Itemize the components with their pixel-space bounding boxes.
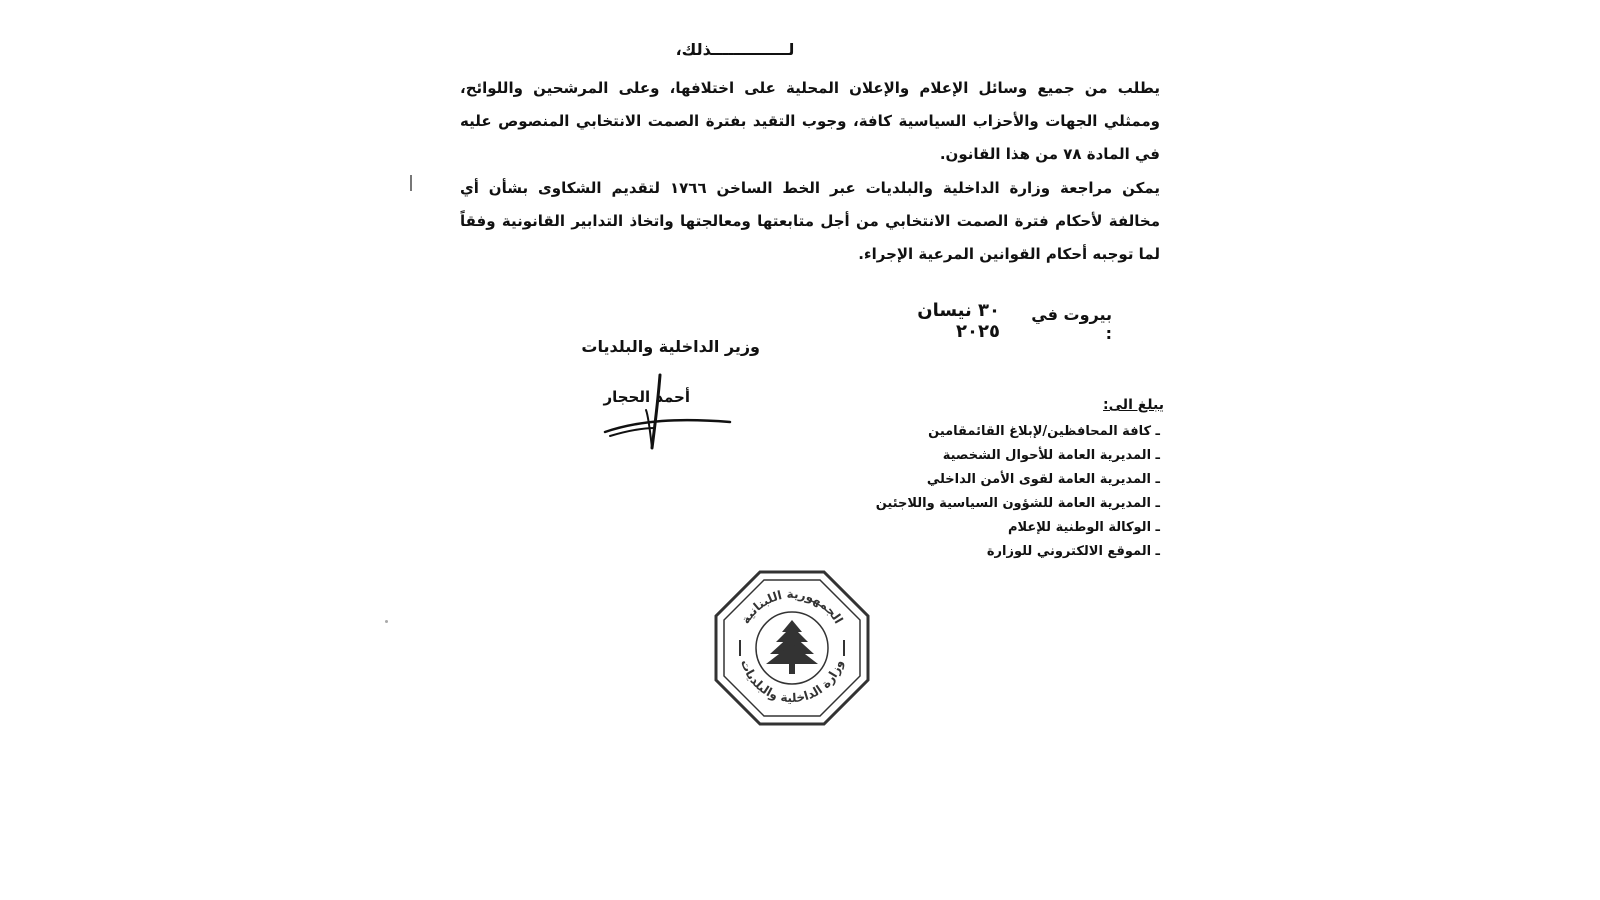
distribution-item: ـ كافة المحافظين/لإبلاغ القائمقامين	[928, 424, 1160, 439]
distribution-item: ـ المديرية العامة للأحوال الشخصية	[942, 448, 1160, 463]
distribution-label: يبلغ الى:	[1103, 397, 1164, 413]
seal-bottom-text: وزارة الداخلية والبلديات	[738, 657, 846, 706]
signature	[600, 370, 760, 460]
distribution-item: ـ الموقع الالكتروني للوزارة	[986, 544, 1160, 559]
minister-title: وزير الداخلية والبلديات	[581, 337, 760, 356]
document-heading: لــــــــــــــذلك،	[675, 40, 795, 59]
cedar-tree-icon	[766, 620, 818, 674]
scan-mark	[410, 175, 415, 191]
paragraph-hotline-notice: يمكن مراجعة وزارة الداخلية والبلديات عبر الخط الساخن ١٧٦٦ لتقديم الشكاوى بشأن أي مخالفة لأحكام فترة الصمت الانتخابي من أجل متابعتها ومعالجتها واتخاذ التدابير القانونية وفقاً لما توجبه أحكام القوانين المرعية الإجراء.	[460, 179, 1161, 263]
seal-top-text: الجمهورية اللبنانية	[738, 586, 846, 627]
distribution-item: ـ المديرية العامة للشؤون السياسية واللاجئين	[875, 496, 1160, 511]
paragraph-media-notice: يطلب من جميع وسائل الإعلام والإعلان المحلية على اختلافها، وعلى المرشحين واللوائح، وممثلي الجهات والأحزاب السياسية كافة، وجوب التقيد بفترة الصمت الانتخابي المنصوص عليه في المادة ٧٨ من هذا القانون.	[460, 79, 1160, 163]
date-label: بيروت في :	[1031, 305, 1112, 343]
distribution-item: ـ الوكالة الوطنية للإعلام	[1008, 520, 1160, 535]
ministry-seal	[712, 568, 872, 728]
distribution-list	[860, 420, 1160, 564]
minister-name: أحمد الحجار	[603, 388, 690, 406]
date-value: ٣٠ نيسان ٢٠٢٥	[917, 300, 1000, 342]
scan-dot	[385, 620, 388, 623]
distribution-item: ـ المديرية العامة لقوى الأمن الداخلي	[926, 472, 1160, 487]
